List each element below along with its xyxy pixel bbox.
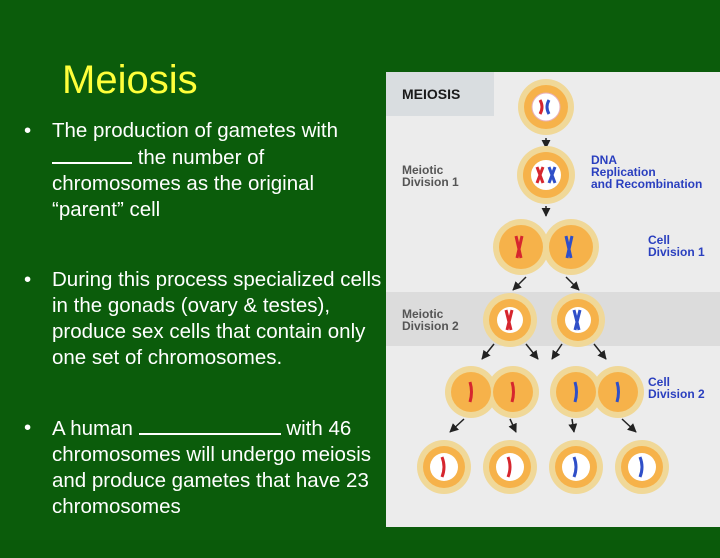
gamete [417,440,471,494]
label-line: Division 1 [402,175,459,189]
label-line: Cell [648,233,671,247]
bullet-text-post: with 46 chromosomes will undergo meiosis and produce gametes that have 23 chromosomes [52,417,372,518]
bullet-item [24,118,384,223]
gamete [615,440,669,494]
label-dna-replication [591,154,702,190]
label-cell-division-2 [648,376,705,400]
slide-title: Meiosis [62,58,198,102]
meiosis-diagram [386,72,720,527]
label-line: Meiotic [402,307,444,321]
bullet-text-post: the number of chromosomes as the original “parent” cell [52,146,315,221]
label-line: Meiotic [402,163,444,177]
bullet-item [24,415,384,520]
bullet-dot: • [24,119,32,142]
bullet-item [24,267,384,371]
fill-in-blank [139,415,281,435]
dividing-cell-1 [493,219,599,275]
label-cell-division-1 [648,234,705,258]
label-line: Cell [648,375,671,389]
bullet-text: During this process specialized cells in the gonads (ovary & testes), produce sex cells that contain only one set of chromosomes. [52,268,382,369]
replicated-cell [517,146,575,204]
meiosis-cells-drawing [386,72,720,527]
bullet-dot: • [24,416,32,439]
bullet-text-pre: A human [52,417,139,440]
label-line: Replication [591,165,656,179]
label-meiotic-division-2 [402,308,459,332]
gamete [549,440,603,494]
dividing-cell-2-left [445,366,539,418]
daughter-cell-right [551,293,605,347]
bullet-dot: • [24,268,32,291]
gamete [483,440,537,494]
label-line: Division 2 [648,387,705,401]
diagram-header-text: MEIOSIS [402,86,461,102]
bullet-list [24,118,384,558]
label-line: DNA [591,153,617,167]
label-meiotic-division-1 [402,164,459,188]
parent-cell [518,79,574,135]
dividing-cell-2-right [550,366,644,418]
bullet-text-pre: The production of gametes with [52,119,339,142]
fill-in-blank [52,144,132,164]
label-line: Division 1 [648,245,705,259]
label-line: Division 2 [402,319,459,333]
label-line: and Recombination [591,177,703,191]
daughter-cell-left [483,293,537,347]
